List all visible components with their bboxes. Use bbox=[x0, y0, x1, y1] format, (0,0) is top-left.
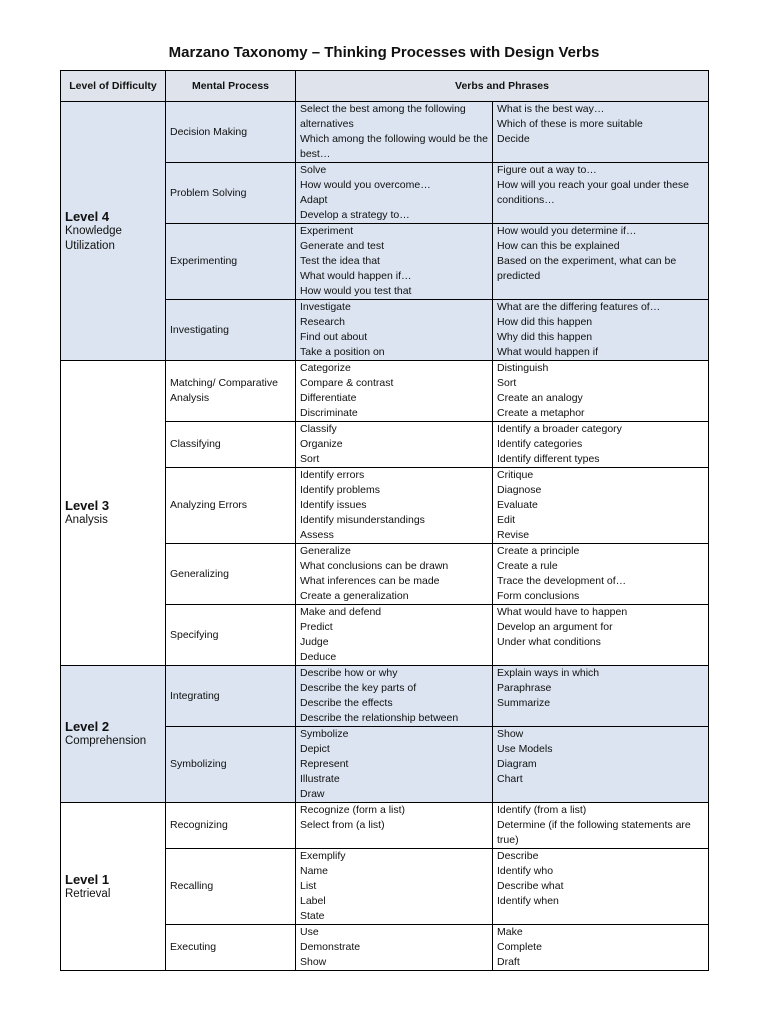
verb-phrase: Demonstrate bbox=[300, 941, 361, 953]
verb-phrase: How will you reach your goal under these conditions… bbox=[497, 179, 690, 206]
verb-phrase: Create an analogy bbox=[497, 392, 583, 404]
verb-phrase: Identify issues bbox=[300, 499, 367, 511]
verbs-cell bbox=[493, 468, 709, 544]
level-number: Level 2 bbox=[65, 719, 110, 734]
verbs-cell bbox=[296, 102, 493, 163]
verbs-cell bbox=[493, 224, 709, 300]
verb-phrase: What inferences can be made bbox=[300, 575, 440, 587]
verbs-cell bbox=[493, 163, 709, 224]
verb-phrase: How would you overcome… bbox=[300, 179, 431, 191]
verb-phrase: Sort bbox=[300, 453, 320, 465]
verb-phrase: Explain ways in which bbox=[497, 667, 600, 679]
verb-phrase: Figure out a way to… bbox=[497, 164, 597, 176]
verbs-cell bbox=[493, 102, 709, 163]
verb-phrase: Diagram bbox=[497, 758, 537, 770]
verb-phrase: What are the differing features of… bbox=[497, 301, 661, 313]
level-name: Comprehension bbox=[65, 735, 147, 747]
process-cell: Executing bbox=[166, 925, 296, 971]
verb-phrase: Create a metaphor bbox=[497, 407, 585, 419]
verbs-cell bbox=[493, 544, 709, 605]
verb-phrase: What would happen if… bbox=[300, 270, 412, 282]
process-cell: Generalizing bbox=[166, 544, 296, 605]
taxonomy-table bbox=[60, 70, 709, 971]
verb-phrase: Select the best among the following alternatives bbox=[300, 103, 466, 130]
level-name: Retrieval bbox=[65, 887, 111, 900]
verb-phrase: Describe bbox=[497, 850, 539, 862]
verb-phrase: Paraphrase bbox=[497, 682, 552, 694]
process-cell: Analyzing Errors bbox=[166, 468, 296, 544]
verb-phrase: Complete bbox=[497, 941, 542, 953]
level-cell bbox=[61, 803, 166, 971]
verb-phrase: Illustrate bbox=[300, 773, 340, 785]
verb-phrase: Show bbox=[300, 956, 327, 968]
verb-phrase: Experiment bbox=[300, 225, 354, 237]
verb-phrase: What conclusions can be drawn bbox=[300, 560, 449, 572]
verb-phrase: Take a position on bbox=[300, 346, 385, 358]
verb-phrase: Form conclusions bbox=[497, 590, 580, 602]
verb-phrase: What would have to happen bbox=[497, 606, 628, 618]
verb-phrase: Research bbox=[300, 316, 345, 328]
level-name: Knowledge Utilization bbox=[65, 224, 122, 252]
verb-phrase: Show bbox=[497, 728, 524, 740]
level-number: Level 4 bbox=[65, 208, 110, 224]
process-cell: Recalling bbox=[166, 849, 296, 925]
verb-phrase: List bbox=[300, 880, 317, 892]
verb-phrase: Identify misunderstandings bbox=[300, 514, 425, 526]
verb-phrase: Decide bbox=[497, 133, 530, 145]
verb-phrase: Differentiate bbox=[300, 392, 357, 404]
level-name: Analysis bbox=[65, 514, 108, 526]
verbs-cell bbox=[296, 468, 493, 544]
header-verbs: Verbs and Phrases bbox=[296, 71, 709, 102]
level-cell bbox=[61, 666, 166, 803]
process-cell: Investigating bbox=[166, 300, 296, 361]
verbs-cell bbox=[296, 605, 493, 666]
process-cell: Integrating bbox=[166, 666, 296, 727]
verb-phrase: Determine (if the following statements are true) bbox=[497, 819, 691, 846]
level-number: Level 3 bbox=[65, 498, 110, 513]
verbs-cell bbox=[296, 666, 493, 727]
verb-phrase: Name bbox=[300, 865, 329, 877]
verbs-cell bbox=[493, 361, 709, 422]
verb-phrase: State bbox=[300, 910, 325, 922]
table-row bbox=[61, 803, 709, 849]
verb-phrase: Distinguish bbox=[497, 362, 549, 374]
verb-phrase: Label bbox=[300, 895, 326, 907]
verb-phrase: Generate and test bbox=[300, 240, 385, 252]
level-cell bbox=[61, 361, 166, 666]
verbs-cell bbox=[296, 224, 493, 300]
verbs-cell bbox=[493, 849, 709, 925]
verb-phrase: Solve bbox=[300, 164, 327, 176]
verbs-cell bbox=[493, 422, 709, 468]
header-row bbox=[61, 71, 709, 102]
verb-phrase: Judge bbox=[300, 636, 329, 648]
verb-phrase: Make bbox=[497, 926, 523, 938]
verb-phrase: Develop an argument for bbox=[497, 621, 613, 633]
verb-phrase: How would you determine if… bbox=[497, 225, 637, 237]
verb-phrase: Identify (from a list) bbox=[497, 804, 587, 816]
verbs-cell bbox=[296, 163, 493, 224]
verb-phrase: Describe the effects bbox=[300, 697, 393, 709]
verb-phrase: How would you test that bbox=[300, 285, 412, 297]
verb-phrase: Under what conditions bbox=[497, 636, 601, 648]
verb-phrase: Recognize (form a list) bbox=[300, 804, 406, 816]
verb-phrase: Describe how or why bbox=[300, 667, 398, 679]
process-cell: Decision Making bbox=[166, 102, 296, 163]
verb-phrase: Describe the key parts of bbox=[300, 682, 417, 694]
verb-phrase: How did this happen bbox=[497, 316, 593, 328]
verbs-cell bbox=[493, 666, 709, 727]
verb-phrase: Represent bbox=[300, 758, 349, 770]
verb-phrase: Create a generalization bbox=[300, 590, 409, 602]
verb-phrase: Generalize bbox=[300, 545, 351, 557]
verb-phrase: Exemplify bbox=[300, 850, 346, 862]
verb-phrase: Chart bbox=[497, 773, 523, 785]
page-title: Marzano Taxonomy – Thinking Processes with Design Verbs bbox=[168, 44, 600, 61]
table-row bbox=[61, 361, 709, 422]
verb-phrase: What would happen if bbox=[497, 346, 598, 358]
verb-phrase: Depict bbox=[300, 743, 330, 755]
process-cell: Matching/ Comparative Analysis bbox=[166, 361, 296, 422]
verb-phrase: Identify different types bbox=[497, 453, 600, 465]
table-row bbox=[61, 666, 709, 727]
verb-phrase: Identify categories bbox=[497, 438, 583, 450]
process-cell: Recognizing bbox=[166, 803, 296, 849]
verb-phrase: Assess bbox=[300, 529, 334, 541]
verbs-cell bbox=[493, 727, 709, 803]
verb-phrase: Find out about bbox=[300, 331, 368, 343]
verb-phrase: Edit bbox=[497, 514, 516, 526]
verb-phrase: Describe what bbox=[497, 880, 564, 892]
verb-phrase: Organize bbox=[300, 438, 343, 450]
verb-phrase: Describe the relationship between bbox=[300, 712, 459, 724]
verbs-cell bbox=[296, 422, 493, 468]
verb-phrase: Use Models bbox=[497, 743, 553, 755]
verb-phrase: Discriminate bbox=[300, 407, 358, 419]
verbs-cell bbox=[493, 605, 709, 666]
verb-phrase: Investigate bbox=[300, 301, 351, 313]
verb-phrase: Identify when bbox=[497, 895, 559, 907]
verb-phrase: Symbolize bbox=[300, 728, 349, 740]
verb-phrase: Create a principle bbox=[497, 545, 580, 557]
verb-phrase: Adapt bbox=[300, 194, 328, 206]
level-cell bbox=[61, 102, 166, 361]
verbs-cell bbox=[493, 803, 709, 849]
verbs-cell bbox=[493, 300, 709, 361]
process-cell: Problem Solving bbox=[166, 163, 296, 224]
verb-phrase: How can this be explained bbox=[497, 240, 620, 252]
verb-phrase: Critique bbox=[497, 469, 534, 481]
verb-phrase: Predict bbox=[300, 621, 333, 633]
process-cell: Classifying bbox=[166, 422, 296, 468]
verb-phrase: Create a rule bbox=[497, 560, 558, 572]
header-process: Mental Process bbox=[166, 71, 296, 102]
verb-phrase: Develop a strategy to… bbox=[300, 209, 410, 221]
verbs-cell bbox=[296, 803, 493, 849]
verbs-cell bbox=[296, 849, 493, 925]
verb-phrase: Test the idea that bbox=[300, 255, 380, 267]
verb-phrase: Categorize bbox=[300, 362, 351, 374]
verb-phrase: Deduce bbox=[300, 651, 337, 663]
verb-phrase: Select from (a list) bbox=[300, 819, 385, 831]
process-cell: Symbolizing bbox=[166, 727, 296, 803]
verb-phrase: Revise bbox=[497, 529, 530, 541]
table-row bbox=[61, 102, 709, 163]
verb-phrase: Use bbox=[300, 926, 319, 938]
verb-phrase: Trace the development of… bbox=[497, 575, 627, 587]
verb-phrase: Summarize bbox=[497, 697, 551, 709]
verbs-cell bbox=[296, 300, 493, 361]
verb-phrase: Sort bbox=[497, 377, 517, 389]
verb-phrase: Which among the following would be the best… bbox=[300, 133, 488, 160]
verbs-cell bbox=[493, 925, 709, 971]
verb-phrase: Diagnose bbox=[497, 484, 542, 496]
header-level: Level of Difficulty bbox=[61, 71, 166, 102]
verb-phrase: Make and defend bbox=[300, 606, 382, 618]
verb-phrase: Classify bbox=[300, 423, 337, 435]
verbs-cell bbox=[296, 925, 493, 971]
verb-phrase: Why did this happen bbox=[497, 331, 593, 343]
verb-phrase: Draw bbox=[300, 788, 325, 800]
verb-phrase: Based on the experiment, what can be predicted bbox=[497, 255, 677, 282]
verb-phrase: Identify errors bbox=[300, 469, 365, 481]
verb-phrase: What is the best way… bbox=[497, 103, 605, 115]
process-cell: Specifying bbox=[166, 605, 296, 666]
verb-phrase: Identify who bbox=[497, 865, 554, 877]
verb-phrase: Evaluate bbox=[497, 499, 538, 511]
verb-phrase: Compare & contrast bbox=[300, 377, 394, 389]
verb-phrase: Identify a broader category bbox=[497, 423, 622, 435]
verb-phrase: Identify problems bbox=[300, 484, 380, 496]
verb-phrase: Which of these is more suitable bbox=[497, 118, 643, 130]
verb-phrase: Draft bbox=[497, 956, 520, 968]
process-cell: Experimenting bbox=[166, 224, 296, 300]
verbs-cell bbox=[296, 544, 493, 605]
verbs-cell bbox=[296, 727, 493, 803]
verbs-cell bbox=[296, 361, 493, 422]
level-number: Level 1 bbox=[65, 871, 110, 887]
